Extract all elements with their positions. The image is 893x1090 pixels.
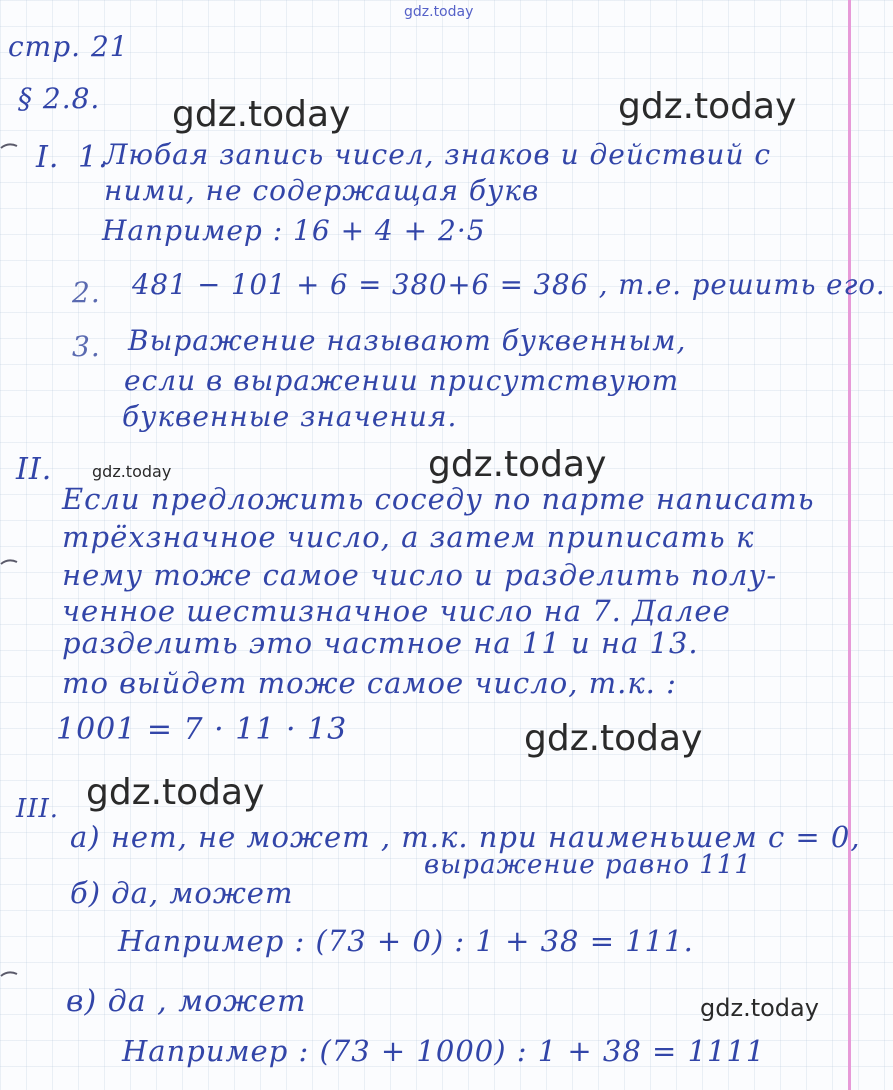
answer-line: 481 − 101 + 6 = 380+6 = 386 , т.е. решить его. bbox=[132, 268, 886, 301]
item-number: 3. bbox=[72, 330, 101, 363]
answer-line: то выйдет тоже самое число, т.к. : bbox=[62, 666, 677, 700]
answer-line: ними, не содержащая букв bbox=[104, 174, 540, 207]
equation-line: 1001 = 7 · 11 · 13 bbox=[56, 712, 348, 747]
part-roman-numeral: I. bbox=[36, 140, 60, 175]
margin-tick-mark bbox=[0, 556, 20, 568]
answer-line: разделить это частное на 11 и на 13. bbox=[62, 626, 699, 660]
answer-line: Любая запись чисел, знаков и действий с bbox=[104, 138, 772, 171]
answer-line: ченное шестизначное число на 7. Далее bbox=[62, 594, 731, 628]
part-roman-numeral: II. bbox=[16, 452, 53, 487]
margin-line bbox=[848, 0, 851, 1090]
answer-line: выражение равно 111 bbox=[424, 850, 752, 880]
watermark: gdz.today bbox=[428, 444, 607, 485]
watermark: gdz.today bbox=[92, 462, 172, 481]
watermark: gdz.today bbox=[618, 86, 797, 127]
watermark: gdz.today bbox=[172, 94, 351, 135]
item-number: 1. bbox=[78, 140, 109, 175]
answer-line: а) нет, не может , т.к. при наименьшем с = 0, bbox=[70, 820, 861, 854]
margin-tick-mark bbox=[0, 968, 20, 980]
item-number: 2. bbox=[72, 276, 101, 309]
watermark-top: gdz.today bbox=[404, 4, 474, 20]
page-reference: стр. 21 bbox=[8, 30, 129, 63]
answer-line: Выражение называют буквенным, bbox=[128, 324, 687, 357]
answer-line: б) да, может bbox=[70, 876, 294, 910]
example-line: Например : 16 + 4 + 2·5 bbox=[102, 214, 486, 247]
answer-line: в) да , может bbox=[66, 984, 307, 1019]
watermark: gdz.today bbox=[524, 718, 703, 759]
answer-line: Если предложить соседу по парте написать bbox=[62, 482, 815, 516]
example-line: Например : (73 + 1000) : 1 + 38 = 1111 bbox=[122, 1034, 766, 1068]
watermark: gdz.today bbox=[700, 994, 819, 1022]
watermark: gdz.today bbox=[86, 772, 265, 813]
example-line: Например : (73 + 0) : 1 + 38 = 111. bbox=[118, 924, 694, 958]
answer-line: если в выражении присутствуют bbox=[124, 364, 680, 397]
answer-line: буквенные значения. bbox=[122, 400, 458, 433]
part-roman-numeral: III. bbox=[16, 794, 60, 824]
answer-line: трёхзначное число, а затем приписать к bbox=[62, 520, 755, 554]
section-number: § 2.8. bbox=[18, 82, 101, 115]
margin-tick-mark bbox=[0, 140, 20, 152]
answer-line: нему тоже самое число и разделить полу- bbox=[62, 558, 778, 592]
